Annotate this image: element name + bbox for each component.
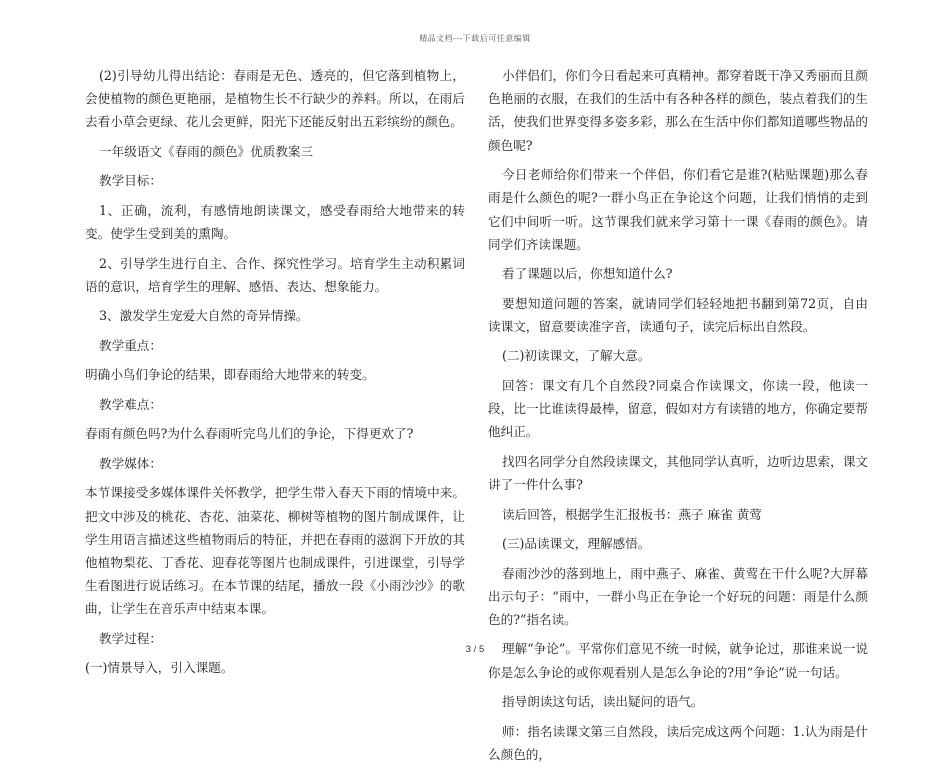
paragraph: 看了课题以后，你想知道什么?	[502, 266, 673, 282]
section-heading: (三)品读课文，理解感悟。	[502, 536, 651, 552]
heading-key-points: 教学重点：	[99, 337, 162, 353]
paragraph: 理解“争论”。平常你们意见不统一时候，就争论过，那谁来说一说你是怎么争论的或你观看别人是怎么争论的?用“争论”说一句话。	[488, 641, 868, 680]
page-number: 3 / 5	[465, 644, 485, 655]
heading-teaching-goals: 教学目标：	[99, 173, 162, 189]
paragraph: 小伴侣们，你们今日看起来可真精神。都穿着既干净又秀丽而且颜色艳丽的衣服，在我们的生活中有各种各样的颜色，装点着我们的生活，使我们世界变得多姿多彩，那么在生活中你们都知道哪些物品的颜色呢?	[488, 68, 868, 153]
heading-process: 教学过程：	[99, 630, 162, 646]
paragraph: 找四名同学分自然段读课文，其他同学认真听，边听边思索，课文讲了一件什么事?	[488, 453, 868, 493]
section-title: 一年级语文《春雨的颜色》优质教案三	[99, 143, 314, 159]
page-header: 精品文档---下载后可任意编辑	[419, 34, 531, 43]
heading-media: 教学媒体：	[99, 455, 162, 471]
goal-item: 2、引导学生进行自主、合作、探究性学习。培育学生主动积累词语的意识，培育学生的理解、感悟、表达、想象能力。	[85, 255, 465, 294]
paragraph: 回答：课文有几个自然段?同桌合作读课文，你读一段，他读一段，比一比谁读得最棒，留意，假如对方有读错的地方，你确定要帮他纠正。	[488, 377, 868, 440]
section-heading: (二)初读课文，了解大意。	[502, 348, 651, 364]
paragraph: 春雨有颜色吗?为什么春雨听完鸟儿们的争论，下得更欢了?	[85, 426, 414, 442]
paragraph: 今日老师给你们带来一个伴侣，你们看它是谁?(粘贴课题)那么春雨是什么颜色的呢?一群小鸟正在争论这个问题，让我们悄悄的走到它们中间听一听。这节课我们就来学习第十一课《春雨的颜色》。请同学们齐读课题。	[488, 167, 868, 252]
paragraph: (一)情景导入，引入课题。	[85, 660, 234, 676]
right-column	[488, 64, 868, 772]
paragraph: 读后回答，根据学生汇报板书：燕子 麻雀 黄莺	[502, 506, 762, 522]
paragraph: 本节课接受多媒体课件关怀教学，把学生带入春天下雨的情境中来。把文中涉及的桃花、杏花、油菜花、柳树等植物的图片制成课件，让学生用语言描述这些植物雨后的特征，并把在春雨的滋润下开放的其他植物梨花、丁香花、迎春花等图片也制成课件，引进课堂，引导学生看图进行说话练习。在本节课的结尾，播放一段《小雨沙沙》的歌曲，让学生在音乐声中结束本课。	[85, 485, 465, 617]
paragraph: 师：指名读课文第三自然段，读后完成这两个问题：1.认为雨是什么颜色的，	[488, 723, 868, 762]
paragraph: 春雨沙沙的落到地上，雨中燕子、麻雀、黄莺在干什么呢?大屏幕出示句子：“雨中，一群小鸟正在争论一个好玩的问题：雨是什么颜色的?”指名读。	[488, 565, 868, 627]
paragraph: 明确小鸟们争论的结果，即春雨给大地带来的转变。	[85, 367, 375, 383]
left-column	[85, 64, 465, 686]
goal-item: 1、正确，流利，有感情地朗读课文，感受春雨给大地带来的转变。使学生受到美的熏陶。	[85, 202, 465, 242]
paragraph: (2)引导幼儿得出结论：春雨是无色、透亮的，但它落到植物上，会使植物的颜色更艳丽，是植物生长不行缺少的养料。所以，在雨后去看小草会更绿、花儿会更鲜，阳光下还能反射出五彩缤纷的颜色。	[85, 68, 465, 130]
goal-item: 3、激发学生宠爱大自然的奇异情操。	[99, 308, 309, 324]
paragraph: 要想知道问题的答案，就请同学们轻轻地把书翻到第72页，自由读课文，留意要读准字音，读通句子，读完后标出自然段。	[488, 295, 868, 334]
paragraph: 指导朗读这句话，读出疑问的语气。	[502, 694, 704, 710]
heading-difficulties: 教学难点：	[99, 396, 162, 412]
